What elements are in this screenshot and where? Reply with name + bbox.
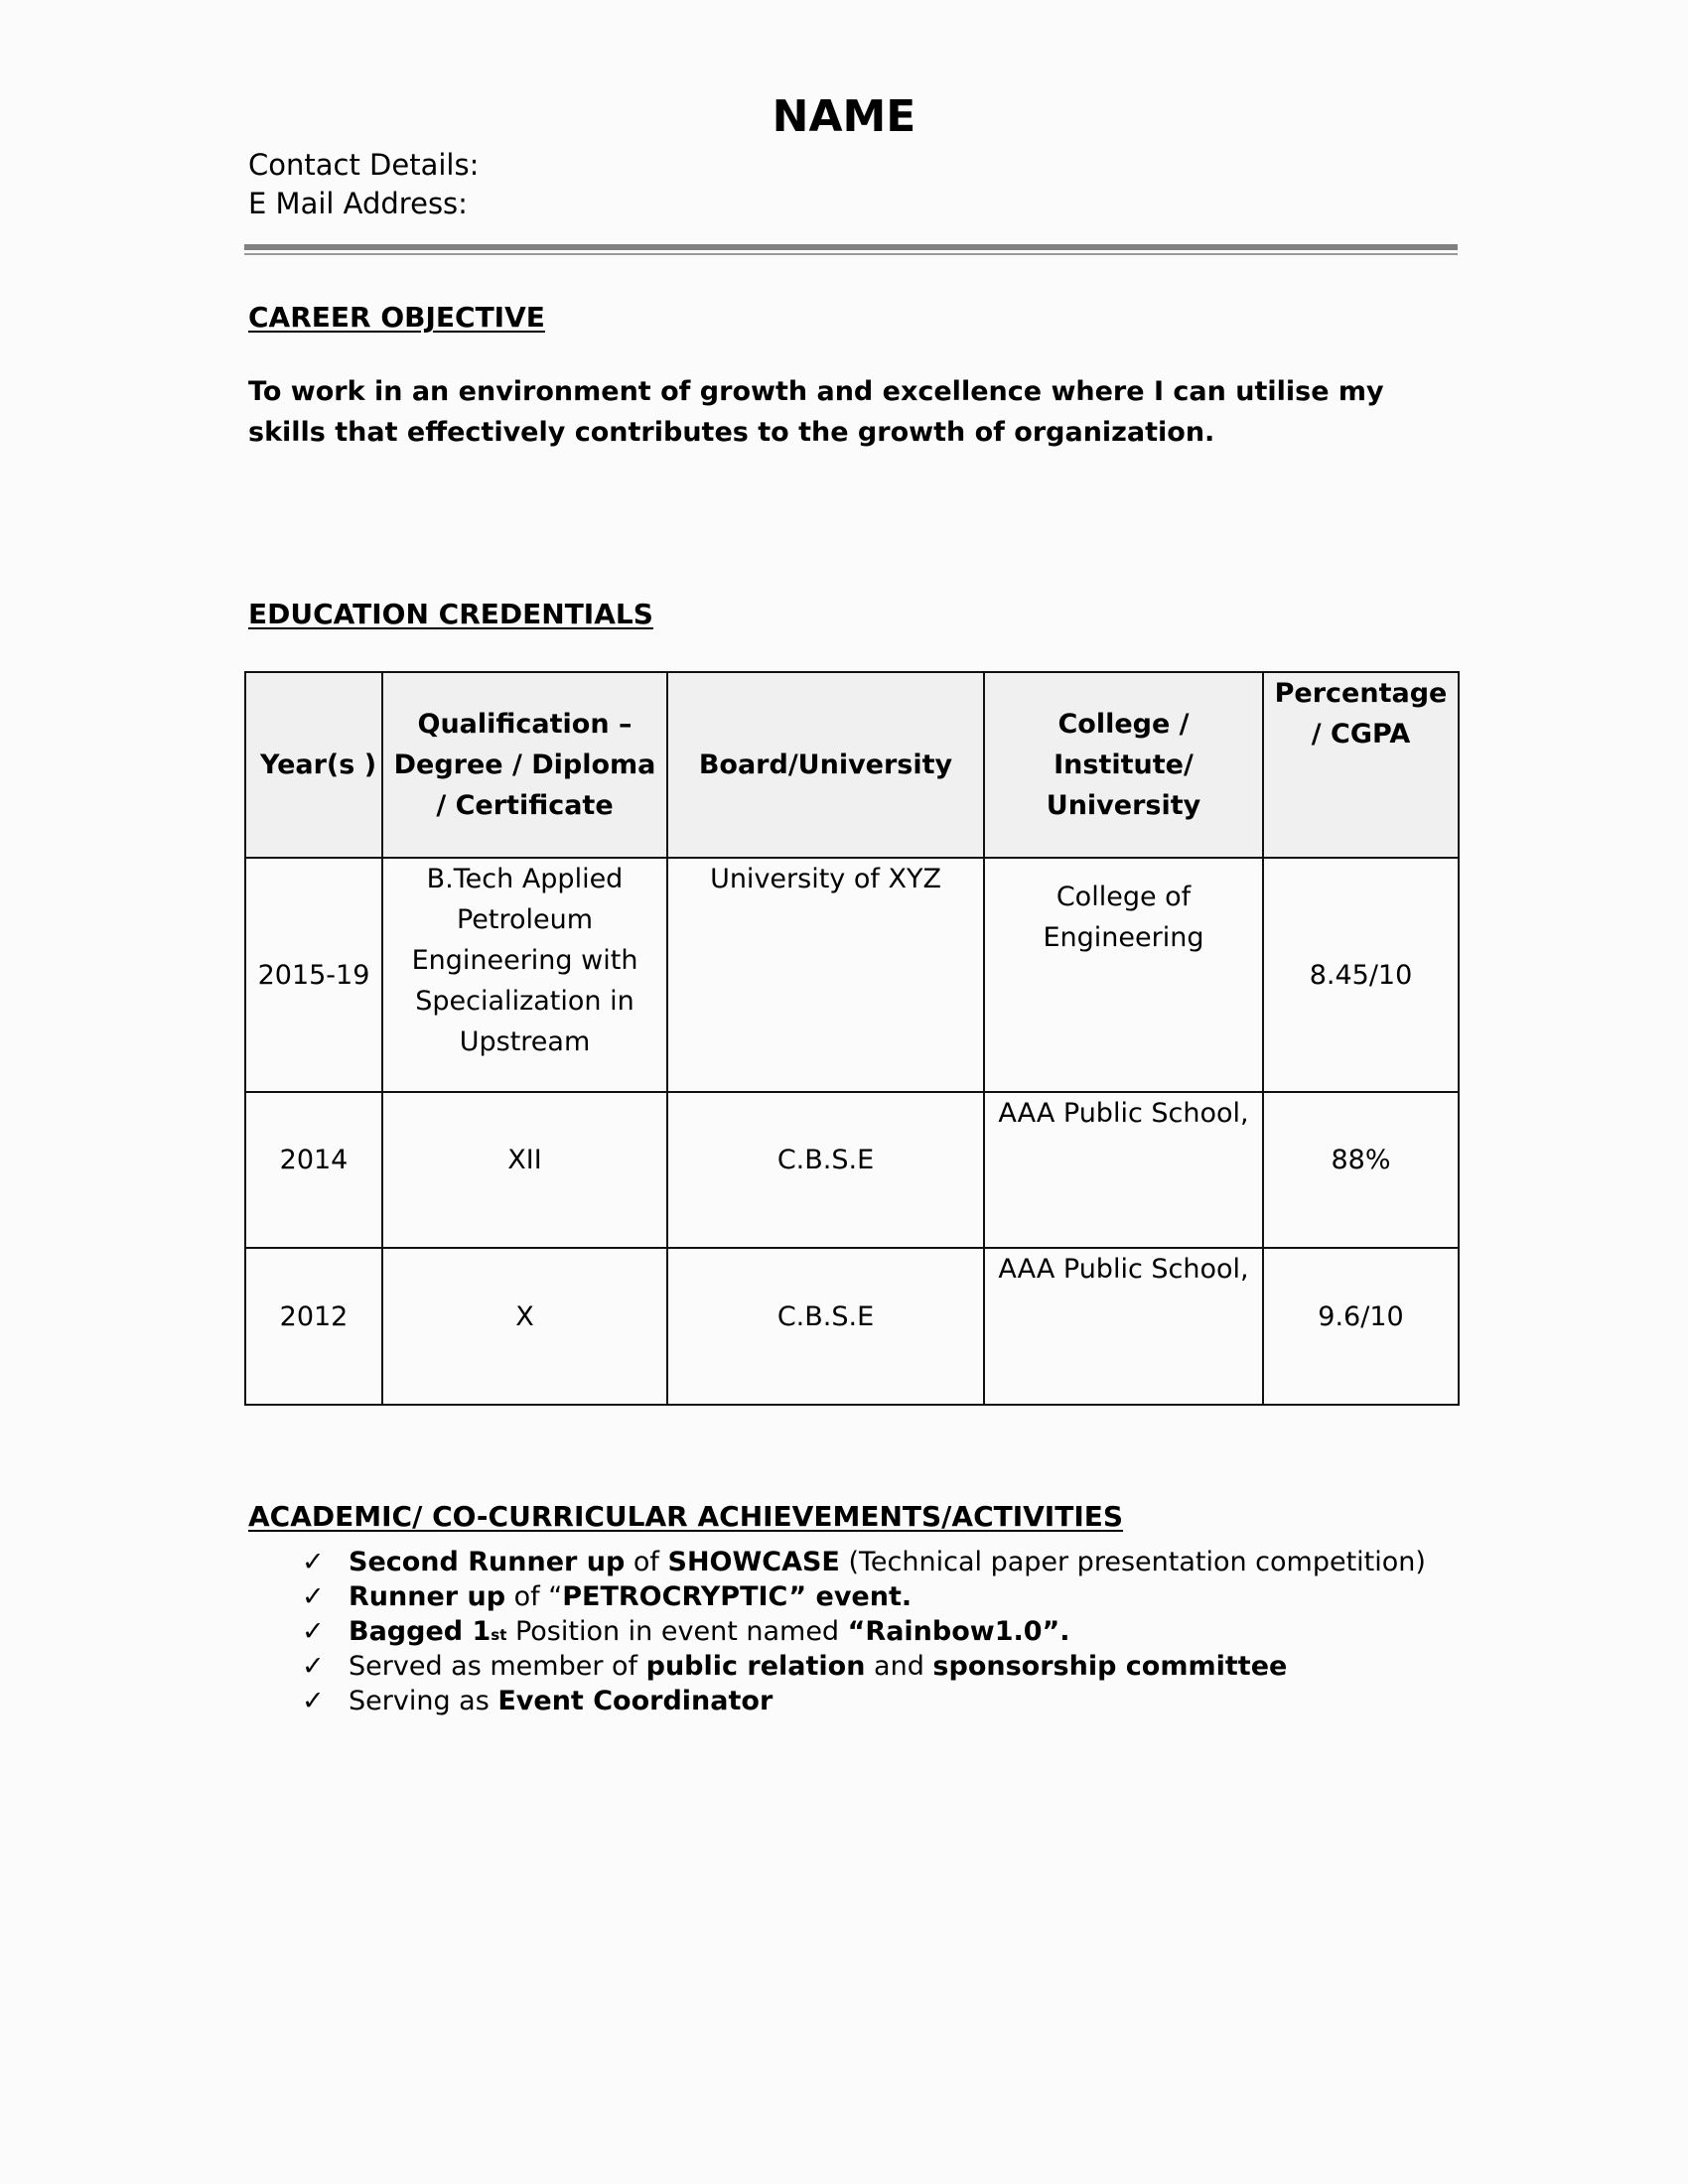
- text: (Technical paper presentation competition): [839, 1547, 1426, 1577]
- column-header: Board/University: [667, 672, 984, 858]
- education-heading: EDUCATION CREDENTIALS: [248, 598, 653, 630]
- education-table: [244, 671, 1460, 1406]
- contact-details-label: Contact Details:: [248, 148, 480, 182]
- item-text: [349, 1684, 1440, 1718]
- list-item: [248, 1684, 1440, 1718]
- text: Serving as: [349, 1686, 498, 1716]
- bold-text: Event Coordinator: [497, 1686, 774, 1716]
- checkmark-icon: ✓: [302, 1547, 325, 1577]
- list-item: [248, 1545, 1440, 1579]
- email-address-label: E Mail Address:: [248, 187, 468, 220]
- bold-text: public relation: [645, 1651, 866, 1682]
- superscript: st: [491, 1626, 507, 1644]
- bold-text: PETROCRYPTIC” event.: [562, 1581, 913, 1612]
- bold-text: sponsorship committee: [932, 1651, 1288, 1682]
- cell-year: 2014: [245, 1092, 382, 1248]
- cell-college: College of Engineering: [984, 858, 1263, 1092]
- checkmark-icon: ✓: [302, 1686, 325, 1716]
- cell-percentage: 9.6/10: [1263, 1248, 1459, 1405]
- bold-text: Runner up: [349, 1581, 506, 1612]
- cell-year: 2015-19: [245, 858, 382, 1092]
- item-text: [349, 1614, 1440, 1649]
- checkmark-icon: ✓: [302, 1651, 325, 1682]
- candidate-name: NAME: [772, 91, 916, 142]
- checkmark-icon: ✓: [302, 1581, 325, 1612]
- achievements-heading: ACADEMIC/ CO-CURRICULAR ACHIEVEMENTS/ACTIVITIES: [248, 1500, 1124, 1533]
- column-header: College / Institute/ University: [984, 672, 1263, 858]
- header-divider: [244, 244, 1458, 250]
- text: Position in event named: [506, 1616, 848, 1647]
- cell-qualification: X: [382, 1248, 667, 1405]
- bold-text: “Rainbow1.0”.: [847, 1616, 1070, 1647]
- checkmark-icon: ✓: [302, 1616, 325, 1647]
- header-divider-thin: [244, 253, 1458, 255]
- achievements-list: [248, 1545, 1440, 1718]
- cell-college: AAA Public School,: [984, 1092, 1263, 1248]
- cell-year: 2012: [245, 1248, 382, 1405]
- column-header: Qualification – Degree / Diploma / Certificate: [382, 672, 667, 858]
- cell-board: C.B.S.E: [667, 1092, 984, 1248]
- item-text: [349, 1545, 1440, 1579]
- list-item: [248, 1579, 1440, 1614]
- table-row: [245, 858, 1459, 1092]
- table-row: [245, 1092, 1459, 1248]
- text: and: [865, 1651, 933, 1682]
- text: Served as member of: [349, 1651, 646, 1682]
- bold-text: SHOWCASE: [667, 1547, 840, 1577]
- cell-percentage: 88%: [1263, 1092, 1459, 1248]
- list-item: [248, 1649, 1440, 1684]
- text: of “: [505, 1581, 563, 1612]
- cell-board: University of XYZ: [667, 858, 984, 1092]
- column-header: Percentage / CGPA: [1263, 672, 1459, 858]
- column-header: Year(s ): [245, 672, 382, 858]
- bold-text: Second Runner up: [349, 1547, 626, 1577]
- table-row: [245, 1248, 1459, 1405]
- career-objective-text: To work in an environment of growth and excellence where I can utilise my skills that effectively contributes to the growth of organization.: [248, 376, 1384, 448]
- bold-text: Bagged 1: [349, 1616, 492, 1647]
- item-text: [349, 1579, 1440, 1614]
- item-text: [349, 1649, 1440, 1684]
- cell-percentage: 8.45/10: [1263, 858, 1459, 1092]
- table-header-row: [245, 672, 1459, 858]
- cell-qualification: XII: [382, 1092, 667, 1248]
- text: of: [625, 1547, 668, 1577]
- cell-qualification: B.Tech Applied Petroleum Engineering with Specialization in Upstream: [382, 858, 667, 1092]
- cell-board: C.B.S.E: [667, 1248, 984, 1405]
- list-item: [248, 1614, 1440, 1649]
- career-objective-heading: CAREER OBJECTIVE: [248, 301, 545, 334]
- cell-college: AAA Public School,: [984, 1248, 1263, 1405]
